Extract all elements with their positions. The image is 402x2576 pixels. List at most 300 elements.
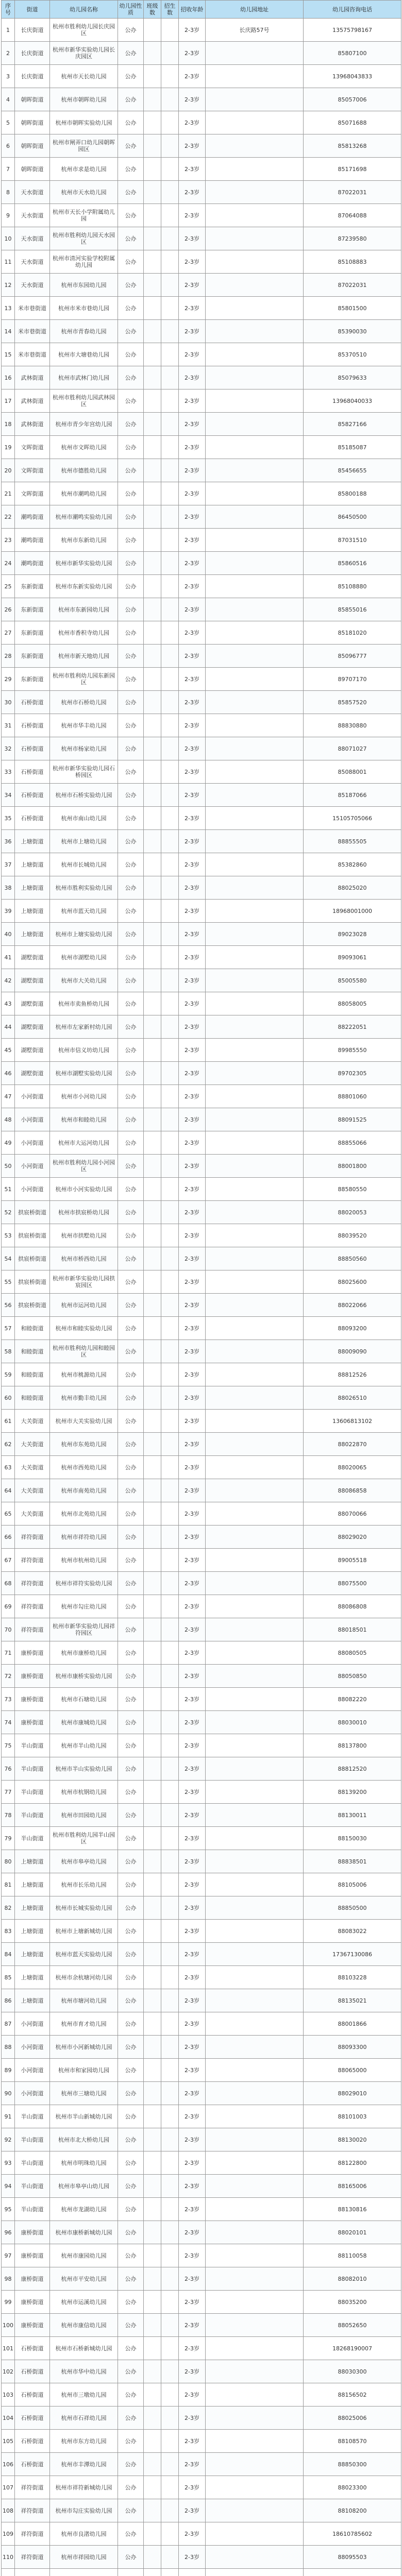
cell-classes: [144, 1270, 161, 1294]
cell-age: 2-3岁: [179, 2406, 206, 2430]
table-row: [2, 691, 401, 714]
cell-name: 杭州市东苑幼儿园: [50, 1433, 118, 1456]
cell-type: 公办: [118, 1131, 144, 1155]
cell-type: 公办: [118, 1595, 144, 1618]
cell-phone: 88091525: [304, 1108, 401, 1131]
header-classes: 班级数: [144, 1, 161, 19]
table-row: [2, 621, 401, 645]
cell-phone: 88108570: [304, 2430, 401, 2453]
cell-index: 65: [2, 1502, 15, 1526]
cell-address: [206, 2360, 304, 2383]
cell-classes: [144, 2175, 161, 2198]
cell-age: 2-3岁: [179, 714, 206, 737]
cell-enrollment: [161, 2128, 179, 2151]
cell-phone: 88130020: [304, 2128, 401, 2151]
cell-classes: [144, 992, 161, 1015]
cell-address: [206, 876, 304, 900]
cell-enrollment: [161, 784, 179, 807]
cell-address: [206, 807, 304, 830]
cell-type: 公办: [118, 1526, 144, 1549]
table-row: [2, 1340, 401, 1363]
cell-phone: 13606813102: [304, 1410, 401, 1433]
cell-name: 杭州市新华实验幼儿园拱宸园区: [50, 1270, 118, 1294]
cell-enrollment: [161, 2244, 179, 2267]
cell-address: [206, 946, 304, 969]
cell-classes: [144, 1920, 161, 1943]
cell-phone: 88025600: [304, 1270, 401, 1294]
cell-index: 53: [2, 1224, 15, 1247]
cell-street: 湖墅街道: [15, 969, 50, 992]
cell-age: 2-3岁: [179, 784, 206, 807]
cell-enrollment: [161, 645, 179, 668]
table-row: [2, 760, 401, 784]
table-row: [2, 1873, 401, 1896]
cell-enrollment: [161, 204, 179, 227]
table-row: [2, 784, 401, 807]
cell-phone: 85370510: [304, 343, 401, 366]
cell-name: 杭州市桥西幼儿园: [50, 1247, 118, 1270]
table-row: [2, 1410, 401, 1433]
cell-name: 杭州市上塘新城幼儿园: [50, 1920, 118, 1943]
cell-age: 2-3岁: [179, 853, 206, 876]
table-row: [2, 88, 401, 111]
cell-enrollment: [161, 1641, 179, 1665]
cell-enrollment: [161, 1804, 179, 1827]
table-row: [2, 1085, 401, 1108]
cell-age: 2-3岁: [179, 42, 206, 65]
cell-age: 2-3岁: [179, 2244, 206, 2267]
cell-age: 2-3岁: [179, 2360, 206, 2383]
cell-enrollment: [161, 19, 179, 42]
cell-type: 公办: [118, 2476, 144, 2499]
cell-classes: [144, 1386, 161, 1410]
cell-street: 天水街道: [15, 204, 50, 227]
cell-street: 上塘街道: [15, 853, 50, 876]
cell-type: 公办: [118, 2383, 144, 2406]
cell-type: 公办: [118, 668, 144, 691]
cell-phone: 85108883: [304, 250, 401, 274]
cell-address: 长庆路57号: [206, 19, 304, 42]
cell-index: 52: [2, 1201, 15, 1224]
cell-street: 半山街道: [15, 2151, 50, 2175]
table-row: [2, 1641, 401, 1665]
cell-phone: 87031510: [304, 529, 401, 552]
cell-name: 杭州市勤丰幼儿园: [50, 1386, 118, 1410]
cell-phone: 13968043833: [304, 65, 401, 88]
cell-street: 石桥街道: [15, 2430, 50, 2453]
cell-index: 26: [2, 598, 15, 621]
cell-enrollment: [161, 111, 179, 134]
cell-age: 2-3岁: [179, 181, 206, 204]
cell-index: 32: [2, 737, 15, 760]
table-row: [2, 529, 401, 552]
cell-address: [206, 2151, 304, 2175]
cell-classes: [144, 1039, 161, 1062]
cell-type: 公办: [118, 1781, 144, 1804]
cell-age: 2-3岁: [179, 2476, 206, 2499]
table-row: [2, 1294, 401, 1317]
cell-enrollment: [161, 691, 179, 714]
cell-classes: [144, 1711, 161, 1734]
cell-address: [206, 2337, 304, 2360]
cell-enrollment: [161, 900, 179, 923]
cell-street: 石桥街道: [15, 2337, 50, 2360]
cell-classes: [144, 2499, 161, 2522]
cell-phone: 88025020: [304, 876, 401, 900]
cell-classes: [144, 645, 161, 668]
cell-index: 106: [2, 2453, 15, 2476]
cell-classes: [144, 621, 161, 645]
table-row: [2, 1039, 401, 1062]
cell-classes: [144, 88, 161, 111]
cell-classes: [144, 204, 161, 227]
cell-address: [206, 366, 304, 389]
table-row: [2, 1363, 401, 1386]
cell-type: 公办: [118, 19, 144, 42]
cell-type: 公办: [118, 1386, 144, 1410]
cell-enrollment: [161, 1015, 179, 1039]
table-row: [2, 274, 401, 297]
cell-phone: 89093061: [304, 946, 401, 969]
cell-age: 2-3岁: [179, 1247, 206, 1270]
cell-street: 朝晖街道: [15, 158, 50, 181]
cell-classes: [144, 1085, 161, 1108]
cell-enrollment: [161, 923, 179, 946]
cell-enrollment: [161, 1340, 179, 1363]
cell-index: 90: [2, 2082, 15, 2105]
cell-classes: [144, 691, 161, 714]
table-row: [2, 2059, 401, 2082]
cell-classes: [144, 900, 161, 923]
cell-enrollment: [161, 2105, 179, 2128]
table-row: [2, 227, 401, 250]
cell-address: [206, 1410, 304, 1433]
table-row: [2, 1572, 401, 1595]
cell-enrollment: [161, 807, 179, 830]
table-row: [2, 2175, 401, 2198]
cell-name: 杭州市杨家幼儿园: [50, 737, 118, 760]
cell-address: [206, 923, 304, 946]
cell-name: 杭州市北大桥幼儿园: [50, 2128, 118, 2151]
cell-phone: 88850500: [304, 1896, 401, 1920]
table-row: [2, 1247, 401, 1270]
cell-name: 杭州市新华实验幼儿园长庆园区: [50, 42, 118, 65]
cell-phone: 85108880: [304, 575, 401, 598]
cell-address: [206, 1873, 304, 1896]
cell-type: 公办: [118, 621, 144, 645]
cell-type: 公办: [118, 2337, 144, 2360]
cell-phone: 85181020: [304, 621, 401, 645]
cell-name: 杭州市康园幼儿园: [50, 2244, 118, 2267]
table-row: [2, 2036, 401, 2059]
cell-name: 杭州市和家园幼儿园: [50, 2059, 118, 2082]
cell-phone: 85382860: [304, 853, 401, 876]
cell-address: [206, 575, 304, 598]
cell-address: [206, 992, 304, 1015]
cell-index: 11: [2, 250, 15, 274]
cell-enrollment: [161, 1502, 179, 1526]
cell-classes: [144, 1618, 161, 1641]
cell-index: 68: [2, 1572, 15, 1595]
cell-classes: [144, 2151, 161, 2175]
cell-index: 9: [2, 204, 15, 227]
cell-enrollment: [161, 459, 179, 482]
cell-name: 杭州市塘河幼儿园: [50, 1989, 118, 2012]
cell-classes: [144, 552, 161, 575]
cell-street: 天水街道: [15, 274, 50, 297]
cell-age: 2-3岁: [179, 2128, 206, 2151]
header-type: 幼儿园性质: [118, 1, 144, 19]
cell-type: 公办: [118, 2059, 144, 2082]
cell-phone: 85071688: [304, 111, 401, 134]
cell-classes: [144, 413, 161, 436]
cell-name: 杭州市祥符新城幼儿园: [50, 2476, 118, 2499]
cell-street: 上塘街道: [15, 1943, 50, 1966]
cell-address: [206, 1781, 304, 1804]
cell-enrollment: [161, 2314, 179, 2337]
cell-enrollment: [161, 830, 179, 853]
cell-enrollment: [161, 621, 179, 645]
cell-index: 51: [2, 1178, 15, 1201]
cell-index: 47: [2, 1085, 15, 1108]
cell-enrollment: [161, 366, 179, 389]
cell-index: 97: [2, 2244, 15, 2267]
cell-classes: [144, 227, 161, 250]
cell-phone: 88026510: [304, 1386, 401, 1410]
cell-street: 小河街道: [15, 1178, 50, 1201]
cell-name: 杭州市东新实验幼儿园: [50, 575, 118, 598]
cell-age: 2-3岁: [179, 1479, 206, 1502]
table-row: [2, 2128, 401, 2151]
cell-age: 2-3岁: [179, 204, 206, 227]
cell-index: 41: [2, 946, 15, 969]
cell-street: 米市巷街道: [15, 297, 50, 320]
cell-name: 杭州市良渚幼儿园: [50, 2522, 118, 2546]
cell-address: [206, 1386, 304, 1410]
cell-name: 杭州市胜利幼儿园和睦园区: [50, 1340, 118, 1363]
cell-enrollment: [161, 2476, 179, 2499]
cell-index: 88: [2, 2036, 15, 2059]
cell-enrollment: [161, 1062, 179, 1085]
table-row: [2, 2012, 401, 2036]
cell-classes: [144, 2036, 161, 2059]
cell-phone: 88850300: [304, 2453, 401, 2476]
cell-phone: 88139200: [304, 1781, 401, 1804]
cell-name: 杭州市小河实验幼儿园: [50, 1178, 118, 1201]
cell-address: [206, 1989, 304, 2012]
cell-type: 公办: [118, 830, 144, 853]
cell-classes: [144, 1781, 161, 1804]
table-row: [2, 2476, 401, 2499]
cell-enrollment: [161, 2337, 179, 2360]
cell-index: 6: [2, 134, 15, 158]
cell-address: [206, 900, 304, 923]
cell-age: 2-3岁: [179, 552, 206, 575]
cell-street: 小河街道: [15, 1108, 50, 1131]
cell-name: 杭州市平安幼儿园: [50, 2267, 118, 2291]
cell-address: [206, 784, 304, 807]
cell-enrollment: [161, 42, 179, 65]
cell-enrollment: [161, 1595, 179, 1618]
table-row: [2, 2430, 401, 2453]
cell-street: 康桥街道: [15, 2221, 50, 2244]
cell-enrollment: [161, 1549, 179, 1572]
cell-index: 54: [2, 1247, 15, 1270]
cell-street: 和睦街道: [15, 1363, 50, 1386]
cell-street: 祥符街道: [15, 2546, 50, 2569]
cell-address: [206, 1178, 304, 1201]
table-row: [2, 1711, 401, 1734]
cell-address: [206, 1108, 304, 1131]
cell-enrollment: [161, 1572, 179, 1595]
cell-type: 公办: [118, 923, 144, 946]
cell-enrollment: [161, 1456, 179, 1479]
cell-street: 上塘街道: [15, 900, 50, 923]
cell-classes: [144, 2059, 161, 2082]
cell-address: [206, 320, 304, 343]
cell-age: 2-3岁: [179, 1943, 206, 1966]
cell-phone: 88156502: [304, 2383, 401, 2406]
cell-address: [206, 1224, 304, 1247]
table-row: [2, 2383, 401, 2406]
cell-name: 杭州市祥符实验幼儿园: [50, 1572, 118, 1595]
cell-street: 祥符街道: [15, 1526, 50, 1549]
cell-age: 2-3岁: [179, 413, 206, 436]
cell-street: 武林街道: [15, 389, 50, 413]
cell-classes: [144, 2128, 161, 2151]
cell-address: [206, 204, 304, 227]
cell-classes: [144, 923, 161, 946]
cell-street: 潮鸣街道: [15, 552, 50, 575]
cell-address: [206, 1804, 304, 1827]
cell-classes: [144, 1062, 161, 1085]
cell-address: [206, 2128, 304, 2151]
cell-age: 2-3岁: [179, 1410, 206, 1433]
cell-name: 杭州市东新幼儿园: [50, 529, 118, 552]
cell-type: 公办: [118, 1734, 144, 1757]
cell-enrollment: [161, 1108, 179, 1131]
cell-type: 公办: [118, 1479, 144, 1502]
cell-street: 康桥街道: [15, 2267, 50, 2291]
cell-index: 20: [2, 459, 15, 482]
cell-classes: [144, 2267, 161, 2291]
table-row: [2, 181, 401, 204]
cell-address: [206, 1549, 304, 1572]
cell-age: 2-3岁: [179, 876, 206, 900]
cell-classes: [144, 459, 161, 482]
table-row: [2, 969, 401, 992]
cell-classes: [144, 1549, 161, 1572]
cell-enrollment: [161, 482, 179, 505]
table-row: [2, 1433, 401, 1456]
cell-address: [206, 2430, 304, 2453]
cell-name: [50, 2569, 118, 2576]
cell-address: [206, 2569, 304, 2576]
cell-address: [206, 158, 304, 181]
cell-street: 石桥街道: [15, 760, 50, 784]
cell-classes: [144, 1108, 161, 1131]
cell-index: 7: [2, 158, 15, 181]
cell-classes: [144, 181, 161, 204]
table-row: [2, 1804, 401, 1827]
cell-phone: 88580550: [304, 1178, 401, 1201]
cell-name: 杭州市潮鸣实验幼儿园: [50, 505, 118, 529]
cell-street: 石桥街道: [15, 2406, 50, 2430]
cell-type: 公办: [118, 2082, 144, 2105]
cell-name: 杭州市南苑幼儿园: [50, 1479, 118, 1502]
cell-address: [206, 2105, 304, 2128]
cell-classes: [144, 1178, 161, 1201]
cell-name: 杭州市南山幼儿园: [50, 807, 118, 830]
cell-enrollment: [161, 1479, 179, 1502]
cell-type: 公办: [118, 2453, 144, 2476]
cell-street: 拱宸桥街道: [15, 1247, 50, 1270]
cell-type: 公办: [118, 204, 144, 227]
cell-name: 杭州市信义坊幼儿园: [50, 1039, 118, 1062]
cell-age: 2-3岁: [179, 1062, 206, 1085]
cell-enrollment: [161, 1386, 179, 1410]
table-row: [2, 2569, 401, 2576]
cell-type: 公办: [118, 2244, 144, 2267]
cell-index: 72: [2, 1665, 15, 1688]
cell-name: 杭州市拱宸桥幼儿园: [50, 1201, 118, 1224]
cell-index: 39: [2, 900, 15, 923]
cell-index: 10: [2, 227, 15, 250]
cell-enrollment: [161, 1085, 179, 1108]
cell-street: 祥符街道: [15, 2499, 50, 2522]
cell-name: 杭州市大塘巷幼儿园: [50, 343, 118, 366]
cell-phone: 85860516: [304, 552, 401, 575]
cell-enrollment: [161, 1665, 179, 1688]
cell-classes: [144, 2221, 161, 2244]
cell-name: 杭州市左家新村幼儿园: [50, 1015, 118, 1039]
table-row: [2, 320, 401, 343]
cell-enrollment: [161, 2383, 179, 2406]
cell-phone: 85057006: [304, 88, 401, 111]
cell-phone: 85005580: [304, 969, 401, 992]
cell-street: 潮鸣街道: [15, 505, 50, 529]
cell-enrollment: [161, 181, 179, 204]
cell-street: 大关街道: [15, 1410, 50, 1433]
table-row: [2, 1155, 401, 1178]
cell-age: 2-3岁: [179, 830, 206, 853]
cell-phone: 18268190007: [304, 2337, 401, 2360]
cell-index: 76: [2, 1757, 15, 1781]
cell-classes: [144, 389, 161, 413]
cell-street: 半山街道: [15, 2128, 50, 2151]
cell-classes: [144, 1734, 161, 1757]
cell-address: [206, 1131, 304, 1155]
cell-name: 杭州市胜利幼儿园东新园区: [50, 668, 118, 691]
cell-enrollment: [161, 227, 179, 250]
cell-index: 83: [2, 1920, 15, 1943]
cell-street: 文晖街道: [15, 482, 50, 505]
cell-street: 长庆街道: [15, 19, 50, 42]
cell-index: 107: [2, 2476, 15, 2499]
cell-phone: 87022031: [304, 181, 401, 204]
cell-phone: 87022031: [304, 274, 401, 297]
cell-address: [206, 1943, 304, 1966]
cell-age: 2-3岁: [179, 2198, 206, 2221]
cell-enrollment: [161, 992, 179, 1015]
cell-name: 杭州市蓝天实验幼儿园: [50, 1943, 118, 1966]
cell-index: 102: [2, 2360, 15, 2383]
cell-street: 小河街道: [15, 1085, 50, 1108]
cell-address: [206, 2012, 304, 2036]
kindergarten-table: [1, 0, 401, 2576]
cell-name: 杭州市石祥幼儿园: [50, 2406, 118, 2430]
cell-address: [206, 65, 304, 88]
